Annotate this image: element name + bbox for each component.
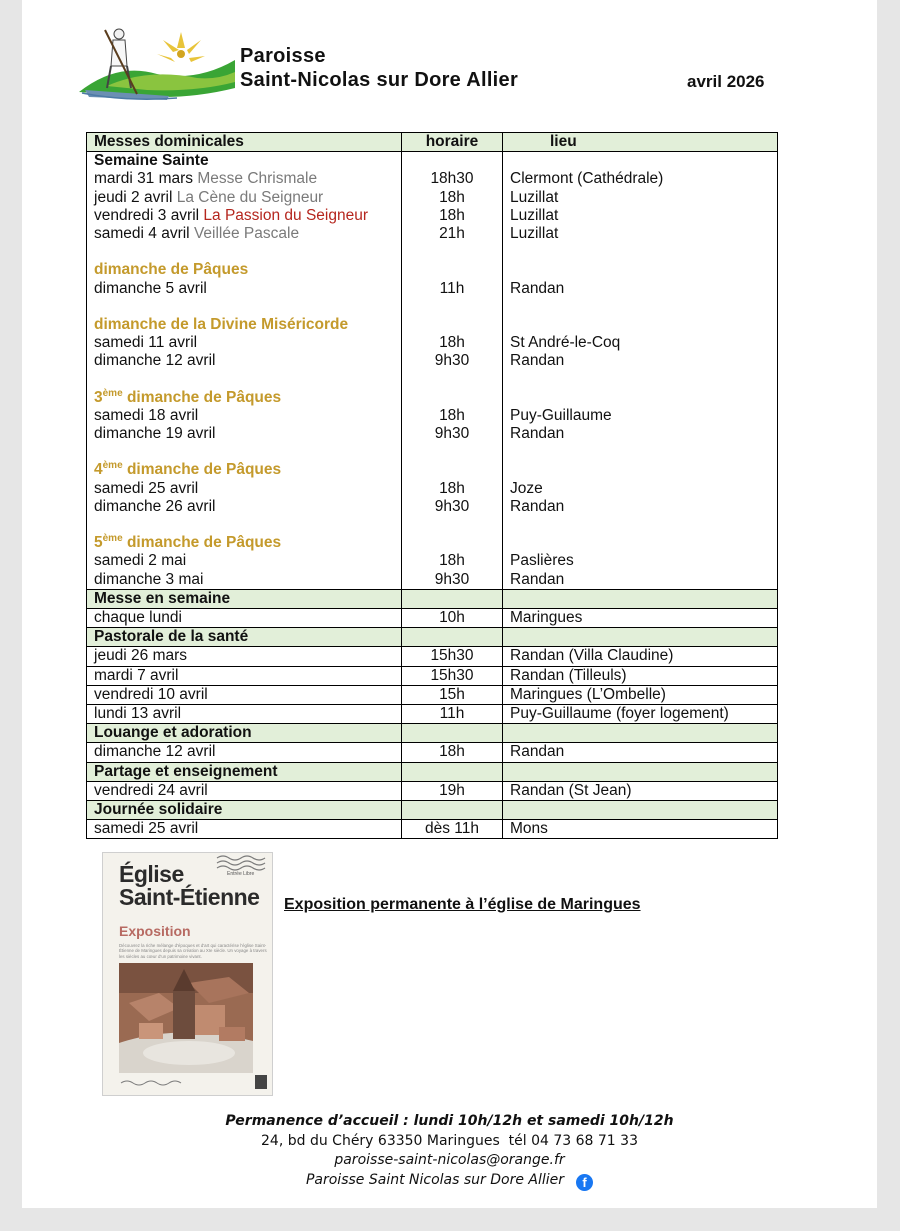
list-item: vendredi 3 avril La Passion du Seigneur bbox=[94, 206, 369, 224]
church-aerial-photo bbox=[119, 963, 253, 1073]
table-row: dimanche 12 avril 18h Randan bbox=[87, 743, 778, 762]
times-column: 18h30 18h 18h 21h 11h 18h 9h30 18h 9h30 18h 9h30 18h 9h30 bbox=[402, 152, 503, 590]
month-label: avril 2026 bbox=[687, 72, 765, 91]
facebook-icon[interactable]: f bbox=[576, 1174, 593, 1191]
holy-week-title: Semaine Sainte bbox=[94, 152, 209, 170]
exhibition-poster bbox=[102, 852, 273, 1096]
col-header-time: horaire bbox=[402, 133, 503, 152]
org-line1: Paroisse bbox=[240, 45, 326, 67]
poster-description: Découvrez la riche mélange d'époques et d'art qui caractérise l'église Saint-Étienne de Maringues depuis sa création au XIe siècle. Un voyage à travers les siècles au cœur d'un patrimoine vivant. bbox=[119, 943, 267, 959]
sunday-masses-block bbox=[87, 152, 778, 590]
address: 24, bd du Chéry 63350 Maringues bbox=[261, 1132, 500, 1149]
sunday-title: 4ème dimanche de Pâques bbox=[94, 460, 282, 479]
col-header-masses: Messes dominicales bbox=[87, 133, 402, 152]
list-item: dimanche 26 avril bbox=[94, 497, 216, 515]
table-row: lundi 13 avril 11h Puy-Guillaume (foyer logement) bbox=[87, 704, 778, 723]
list-item: dimanche 19 avril bbox=[94, 425, 216, 443]
table-header bbox=[87, 133, 778, 152]
list-item: dimanche 5 avril bbox=[94, 279, 207, 297]
col-header-place: lieu bbox=[503, 133, 778, 152]
sunday-title: dimanche de Pâques bbox=[94, 261, 249, 279]
table-row: mardi 7 avril 15h30 Randan (Tilleuls) bbox=[87, 666, 778, 685]
poster-entree: Entrée Libre bbox=[227, 871, 255, 877]
sunday-title: 5ème dimanche de Pâques bbox=[94, 532, 282, 552]
flyer-page bbox=[22, 0, 877, 1208]
dates-column bbox=[87, 152, 402, 590]
table-row: jeudi 26 mars 15h30 Randan (Villa Claudine) bbox=[87, 647, 778, 666]
parish-name bbox=[240, 44, 518, 92]
poster-title: Église Saint-Étienne bbox=[119, 861, 260, 910]
facebook-line[interactable] bbox=[22, 1171, 877, 1191]
list-item: dimanche 12 avril bbox=[94, 352, 216, 370]
table-row: vendredi 24 avril 19h Randan (St Jean) bbox=[87, 781, 778, 800]
list-item: dimanche 3 mai bbox=[94, 570, 204, 588]
section-header: Messe en semaine bbox=[87, 589, 778, 608]
list-item: jeudi 2 avril La Cène du Seigneur bbox=[94, 188, 324, 206]
schedule-table bbox=[86, 132, 778, 839]
wave-decoration bbox=[119, 1079, 189, 1087]
poster-emblem bbox=[255, 1075, 267, 1089]
org-line2: Saint-Nicolas sur Dore Allier bbox=[240, 69, 519, 91]
table-row: vendredi 10 avril 15h Maringues (L’Ombelle) bbox=[87, 685, 778, 704]
section-header: Partage et enseignement bbox=[87, 762, 778, 781]
footer bbox=[22, 1112, 877, 1191]
table-row: samedi 25 avril dès 11h Mons bbox=[87, 820, 778, 839]
sunday-title: dimanche de la Divine Miséricorde bbox=[94, 315, 349, 333]
parish-logo bbox=[77, 22, 237, 102]
office-hours: Permanence d’accueil : lundi 10h/12h et samedi 10h/12h bbox=[225, 1113, 674, 1129]
section-header: Journée solidaire bbox=[87, 800, 778, 819]
list-item: mardi 31 mars Messe Chrismale bbox=[94, 170, 318, 188]
facebook-page[interactable]: Paroisse Saint Nicolas sur Dore Allier bbox=[305, 1171, 565, 1188]
phone: tél 04 73 68 71 33 bbox=[508, 1132, 638, 1149]
poster-subtitle: Exposition bbox=[119, 923, 191, 939]
email-link[interactable]: paroisse-saint-nicolas@orange.fr bbox=[334, 1152, 565, 1168]
list-item: samedi 25 avril bbox=[94, 479, 199, 497]
sunday-title: 3ème dimanche de Pâques bbox=[94, 387, 282, 406]
exhibition-caption: Exposition permanente à l’église de Maringues bbox=[284, 896, 641, 913]
address-line bbox=[22, 1132, 877, 1152]
list-item: samedi 2 mai bbox=[94, 552, 187, 570]
places-column: Clermont (Cathédrale) Luzillat Luzillat Luzillat Randan St André-le-Coq Randan Puy-Guillaume Randan Joze Randan Paslières Randan bbox=[503, 152, 778, 590]
section-header: Louange et adoration bbox=[87, 724, 778, 743]
section-header: Pastorale de la santé bbox=[87, 628, 778, 647]
list-item: samedi 18 avril bbox=[94, 406, 199, 424]
table-row: chaque lundi 10h Maringues bbox=[87, 608, 778, 627]
list-item: samedi 11 avril bbox=[94, 334, 198, 352]
list-item: samedi 4 avril Veillée Pascale bbox=[94, 224, 300, 242]
